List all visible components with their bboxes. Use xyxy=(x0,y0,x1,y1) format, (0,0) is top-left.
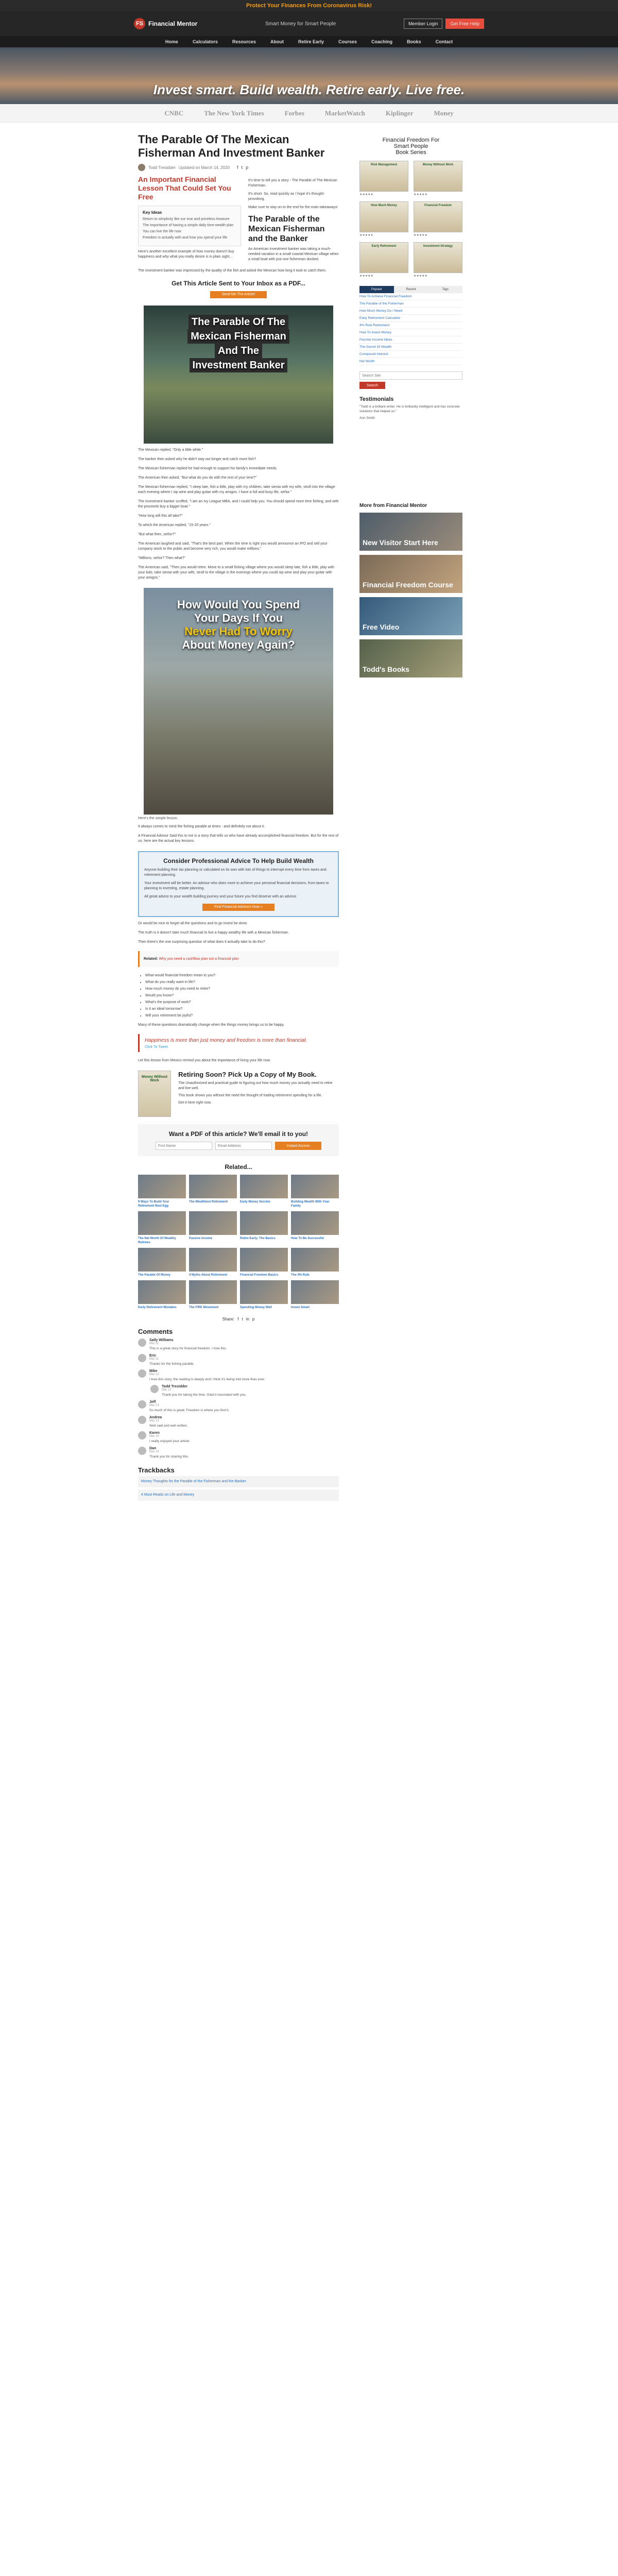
pdf-heading: Want a PDF of this article? We'll email it to you! xyxy=(168,1130,308,1138)
book-item[interactable] xyxy=(359,161,408,196)
share-label: Share: xyxy=(222,1317,235,1321)
nav-item-coaching[interactable]: Coaching xyxy=(371,39,393,44)
body-paragraph: A Financial Advisor Said this to me is a story that tells us who have already accomplished financial freedom. But for the rest of us, here are the actual key lessons. xyxy=(138,834,339,843)
tile-label: New Visitor Start Here xyxy=(363,538,438,547)
media-logo: MarketWatch xyxy=(324,109,365,117)
star-icon: ★★★★★ xyxy=(414,275,427,278)
popular-link[interactable]: Net Worth xyxy=(359,358,462,365)
commenter-avatar xyxy=(150,1385,159,1393)
book-title: Financial Freedom xyxy=(424,204,452,207)
comment-text: So much of this is great. Freedom is where you find it. xyxy=(149,1409,229,1412)
pdf-optin xyxy=(138,1124,339,1156)
book-title: Money Without Work xyxy=(422,163,454,166)
facebook-icon[interactable]: f xyxy=(237,165,238,170)
related-thumb[interactable] xyxy=(189,1175,237,1198)
intro-paragraph: It's time to tell you a story - The Parable of The Mexican Fisherman. xyxy=(248,179,337,188)
commenter-name: Todd Tresidder xyxy=(162,1385,188,1388)
media-logo: Forbes xyxy=(284,109,304,117)
book-cover-image[interactable] xyxy=(359,242,408,273)
related-card[interactable] xyxy=(240,1248,288,1277)
search-button[interactable]: Search xyxy=(359,382,385,389)
book-promo-text: This book shows you without the need the thought of trading retirement spending for a life. xyxy=(178,1094,322,1097)
quote-text: Happiness is more than just money and freedom is more than financial. xyxy=(145,1038,307,1043)
comment-text: This is a great story for financial freedom. I love this. xyxy=(149,1347,227,1350)
body-paragraph: The American laughed and said, "That's the best part. When the time is right you would announce an IPO and sell your company stock to the public and become very rich, you would make millions." xyxy=(138,542,328,551)
question-list xyxy=(138,973,339,1019)
nav-item-contact[interactable]: Contact xyxy=(435,39,453,44)
search-input[interactable] xyxy=(359,371,462,380)
intro-paragraph: Here's another excellent example of how money doesn't buy happiness and why what you really desire is in plain sight... xyxy=(138,250,234,259)
book-rating xyxy=(359,233,408,237)
body-paragraph: Many of these questions dramatically change when the things money brings us to be happy. xyxy=(138,1023,285,1027)
list-item: • What's the purpose of work? xyxy=(145,1000,339,1005)
comment-body xyxy=(149,1400,339,1413)
related-card[interactable] xyxy=(138,1248,186,1277)
tile-label: Todd's Books xyxy=(363,665,409,673)
site-search xyxy=(359,371,462,389)
image-title-line: Your Days If You xyxy=(194,612,283,624)
commenter-name: Jeff xyxy=(149,1400,156,1404)
commenter-name: Dan xyxy=(149,1447,157,1450)
nav-item-about[interactable]: About xyxy=(270,39,284,44)
popular-link[interactable]: 4% Rule Retirement xyxy=(359,322,462,329)
related-card[interactable] xyxy=(291,1175,339,1208)
book-cover-image[interactable] xyxy=(138,1071,171,1117)
get-help-button[interactable]: Get Free Help xyxy=(445,19,484,29)
body-paragraph: "How long will this all take?" xyxy=(138,514,183,518)
commenter-avatar xyxy=(138,1338,146,1347)
article-body xyxy=(138,448,339,581)
hero-banner xyxy=(0,47,618,104)
author-name[interactable]: Todd Tresidder xyxy=(148,165,176,170)
related-thumb[interactable] xyxy=(240,1175,288,1198)
commenter-name: Eric xyxy=(149,1354,157,1358)
related-title[interactable]: Early Retirement Mistakes xyxy=(138,1306,177,1309)
popular-link[interactable]: Compound Interest xyxy=(359,351,462,358)
trackbacks-section xyxy=(138,1466,339,1501)
hero-tagline: Invest smart. Build wealth. Retire early. Live free. xyxy=(153,82,465,97)
comment xyxy=(138,1416,339,1428)
sidebar-tabs xyxy=(359,286,462,293)
related-card[interactable] xyxy=(189,1280,237,1310)
image-title-line: Investment Banker xyxy=(190,358,288,372)
tab-recent[interactable]: Recent xyxy=(394,286,428,293)
book-item[interactable] xyxy=(414,201,462,237)
tile-new-visitor[interactable] xyxy=(359,513,462,551)
related-title[interactable]: 9 Ways To Build Your Retirement Nest Egg xyxy=(138,1200,169,1208)
body-paragraph: The Mexican replied, "Only a little while." xyxy=(138,448,203,452)
related-label: Related: xyxy=(144,957,158,961)
related-thumb[interactable] xyxy=(138,1211,186,1235)
comment-date: Mar 13 xyxy=(149,1419,159,1422)
related-title[interactable]: Invest Smart xyxy=(291,1306,310,1309)
related-title[interactable]: Early Money Secrets xyxy=(240,1200,270,1204)
send-article-button[interactable]: Send Me The Article! xyxy=(210,291,267,298)
toc-item[interactable]: Freedom is actually with and how you spend your life xyxy=(143,236,228,240)
body-paragraph: Or would be nice to forget all the questions and to go invest be done. xyxy=(138,922,248,925)
site-logo[interactable] xyxy=(134,18,197,29)
body-paragraph: "Millions, señor? Then what?" xyxy=(138,556,185,560)
tweet-quote xyxy=(138,1034,339,1052)
star-icon: ★★★★★ xyxy=(414,193,427,196)
intro-paragraph: Make sure to stay on to the end for the main takeaways! xyxy=(248,206,338,209)
advisor-heading: Consider Professional Advice To Help Build Wealth xyxy=(163,857,314,865)
more-from xyxy=(359,503,462,677)
key-ideas-title: Key Ideas xyxy=(143,210,162,215)
book-cover-title: Money Without Work xyxy=(141,1075,168,1082)
body-paragraph: The American then asked, "But what do you do with the rest of your time?" xyxy=(138,476,257,480)
comment-date: Mar 11 xyxy=(149,1342,159,1345)
popular-link[interactable]: The Parable of the Fisherman xyxy=(359,300,462,308)
comment-text: Thank you for taking the time. Glad it resonated with you. xyxy=(162,1393,247,1397)
comment xyxy=(138,1400,339,1413)
comment xyxy=(138,1354,339,1366)
related-card[interactable] xyxy=(138,1175,186,1208)
book-cover-image[interactable] xyxy=(359,161,408,192)
money-question-image xyxy=(144,588,333,815)
body-paragraph: "But what then, señor?" xyxy=(138,533,176,536)
twitter-icon[interactable]: t xyxy=(241,165,243,170)
related-title[interactable]: Financial Freedom Basics xyxy=(240,1274,279,1277)
article-title: The Parable Of The Mexican Fisherman And Investment Banker xyxy=(138,133,325,159)
testimonial-text: "Todd is a brilliant writer. He is brilliantly intelligent and has concrete solutions that helped us." xyxy=(359,405,460,413)
related-card[interactable] xyxy=(138,1280,186,1310)
related-card[interactable] xyxy=(189,1248,237,1277)
related-link[interactable]: Why you need a cashflow plan not a financial plan xyxy=(159,957,239,961)
testimonial-author: Ann Smith xyxy=(359,416,375,420)
article-date: Updated on March 14, 2020 xyxy=(178,165,230,170)
article-meta xyxy=(138,164,339,171)
nav-item-courses[interactable]: Courses xyxy=(338,39,357,44)
tile-label: Financial Freedom Course xyxy=(363,581,453,589)
advisor-paragraph: Anyone building their tax planning or calculated on its own with lots of things to interrupt every time from taxes and retirement planning. xyxy=(144,868,327,877)
image-title-line: Never Had To Worry xyxy=(184,625,293,638)
commenter-name: Andrea xyxy=(149,1416,162,1419)
related-card[interactable] xyxy=(291,1280,339,1310)
related-thumb[interactable] xyxy=(291,1280,339,1304)
book-rating xyxy=(359,274,408,278)
popular-link[interactable]: How To Achieve Financial Freedom xyxy=(359,293,462,300)
list-item: • What would financial freedom mean to you? xyxy=(145,973,339,978)
related-callout xyxy=(138,951,339,967)
related-title[interactable]: The Parable Of Money xyxy=(138,1274,171,1277)
pinterest-icon[interactable]: p xyxy=(246,165,249,170)
commenter-avatar xyxy=(138,1416,146,1424)
trackbacks-heading: Trackbacks xyxy=(138,1466,175,1474)
star-icon: ★★★★★ xyxy=(359,193,373,196)
related-thumb[interactable] xyxy=(291,1248,339,1272)
book-promo-link[interactable]: Get it here right now. xyxy=(178,1101,212,1105)
book-cover-image[interactable] xyxy=(359,201,408,232)
find-advisors-button[interactable]: Find Financial Advisors Now » xyxy=(202,904,274,911)
tab-tags[interactable]: Tags xyxy=(428,286,462,293)
comment-text: Well said and well written. xyxy=(149,1424,188,1428)
related-title[interactable]: How To Be Successful xyxy=(291,1237,324,1240)
testimonials xyxy=(359,396,462,420)
body-paragraph: It always comes to mind the fishing parable at times - and definitely not about it. xyxy=(138,825,265,828)
promo-bar[interactable] xyxy=(0,0,618,11)
related-card[interactable] xyxy=(240,1280,288,1310)
related-thumb[interactable] xyxy=(291,1211,339,1235)
book-rating xyxy=(414,233,462,237)
image-title-line: How Would You Spend xyxy=(177,598,300,611)
linkedin-icon[interactable]: in xyxy=(246,1317,249,1321)
list-item: • What do you really want in life? xyxy=(145,980,339,985)
commenter-avatar xyxy=(138,1354,146,1362)
popular-link[interactable]: The Secret Of Wealth xyxy=(359,344,462,351)
toc-item[interactable]: The importance of having a simple daily time-wealth plan xyxy=(143,224,234,227)
related-card[interactable] xyxy=(138,1211,186,1245)
comment-date: Mar 14 xyxy=(149,1450,159,1453)
book-title: Investment Strategy xyxy=(423,245,453,248)
commenter-avatar xyxy=(138,1369,146,1378)
comment-date: Mar 13 xyxy=(149,1404,159,1407)
popular-link[interactable]: How To Invest Money xyxy=(359,329,462,336)
related-title[interactable]: 4 Myths About Retirement xyxy=(189,1274,228,1277)
book-rating xyxy=(414,274,462,278)
comment-text: I really enjoyed your article. xyxy=(149,1439,191,1443)
body-paragraph: The truth is it doesn't take much financial to live a happy wealthy life with a Mexican fisherman. xyxy=(138,931,289,935)
trackback-item[interactable]: Money Thoughts for the Parable of the Fisherman and the Banker xyxy=(138,1476,339,1487)
image-title-line: And The xyxy=(215,344,262,358)
comment-body xyxy=(162,1385,339,1397)
toc-item[interactable]: You can live the life now xyxy=(143,230,181,233)
related-thumb[interactable] xyxy=(240,1248,288,1272)
member-login-button[interactable]: Member Login xyxy=(404,19,443,29)
body-paragraph: The American said, "Then you would retire. Move to a small fishing village where you would sleep late, fish a little, play with your kids, take siesta with your wife, stroll to the village in the evenings where you could sip wine and play your guitar with your amigos." xyxy=(138,566,335,580)
instant-access-button[interactable]: Instant Access xyxy=(275,1142,321,1150)
comment xyxy=(138,1369,339,1382)
media-logo: Money xyxy=(434,109,454,117)
click-to-tweet-link[interactable]: Click To Tweet xyxy=(145,1045,168,1049)
commenter-name: Mike xyxy=(149,1369,158,1373)
logo-text: Financial Mentor xyxy=(148,20,198,27)
related-title[interactable]: The 4% Rule xyxy=(291,1274,310,1277)
image-title-line: Mexican Fisherman xyxy=(187,329,289,344)
commenter-avatar xyxy=(138,1400,146,1409)
book-item[interactable] xyxy=(359,242,408,278)
email-input[interactable] xyxy=(215,1142,272,1150)
comment-body xyxy=(149,1431,339,1444)
image-caption: Here's the simple lesson. xyxy=(138,817,178,820)
promo-text[interactable]: Protect Your Finances From Coronavirus Risk! xyxy=(246,3,372,9)
comment xyxy=(150,1385,339,1397)
book-series-heading: Financial Freedom For xyxy=(382,137,440,143)
tile-course[interactable] xyxy=(359,555,462,593)
main-nav xyxy=(0,36,618,47)
related-heading: Related... xyxy=(225,1163,252,1171)
comment-body xyxy=(149,1338,339,1351)
comment-date: Mar 12 xyxy=(162,1388,171,1392)
comment-date: Mar 11 xyxy=(149,1358,159,1361)
comment-body xyxy=(149,1447,339,1459)
body-paragraph: To which the American replied, "15-20 years." xyxy=(138,523,211,527)
more-heading: More from Financial Mentor xyxy=(359,503,427,509)
related-title[interactable]: The FIRE Movement xyxy=(189,1306,219,1309)
body-paragraph: Then there's the one surprising question of what does it actually take to do this? xyxy=(138,940,265,944)
star-icon: ★★★★★ xyxy=(414,234,427,237)
star-icon: ★★★★★ xyxy=(359,234,373,237)
media-logo: The New York Times xyxy=(204,109,264,117)
intro-paragraph: It's short. So, read quickly as I hope it's thought-provoking. xyxy=(248,192,325,201)
nav-item-home[interactable]: Home xyxy=(165,39,178,44)
fisherman-image xyxy=(144,306,333,444)
popular-link[interactable]: Early Retirement Calculator xyxy=(359,315,462,322)
toc-item[interactable]: Return to simplicity like our true and priceless treasure xyxy=(143,217,230,221)
section-heading: The Parable of the Mexican Fisherman and the Banker xyxy=(248,215,325,243)
comment-body xyxy=(149,1354,339,1366)
as-seen-in-bar xyxy=(0,104,618,123)
nav-item-books[interactable]: Books xyxy=(407,39,421,44)
book-rating xyxy=(414,193,462,196)
related-title[interactable]: Passive Income xyxy=(189,1237,213,1240)
comment-text: Thank you for sharing this. xyxy=(149,1455,189,1459)
nav-item-resources[interactable]: Resources xyxy=(232,39,256,44)
list-item: • Is it an ideal tomorrow? xyxy=(145,1007,339,1012)
star-icon: ★★★★★ xyxy=(359,275,373,278)
list-item: • How much money do you need to retire? xyxy=(145,987,339,992)
related-thumb[interactable] xyxy=(240,1211,288,1235)
tab-popular[interactable]: Popular xyxy=(359,286,394,293)
image-title-line: The Parable Of The xyxy=(188,315,288,329)
related-posts xyxy=(138,1163,339,1310)
logo-icon: FS xyxy=(134,18,145,29)
related-thumb[interactable] xyxy=(291,1175,339,1198)
facebook-icon[interactable]: f xyxy=(237,1317,239,1321)
article-main xyxy=(138,133,339,1501)
commenter-name: Karen xyxy=(149,1431,160,1435)
media-logo: CNBC xyxy=(164,109,184,117)
comment-text: Thanks for the fishing parable. xyxy=(149,1362,195,1366)
body-paragraph: The Mexican fisherman replied, "I sleep late, fish a little, play with my children, take siesta with my wife, stroll into the village each evening where I sip wine and play guitar with my amigos. I have a full and busy life, señor." xyxy=(138,485,335,494)
comment-body xyxy=(149,1416,339,1428)
related-card[interactable] xyxy=(240,1175,288,1208)
media-logo: Kiplinger xyxy=(385,109,414,117)
commenter-avatar xyxy=(138,1447,146,1455)
comment-date: Mar 14 xyxy=(149,1435,159,1438)
book-title: Early Retirement xyxy=(371,245,397,248)
related-card[interactable] xyxy=(240,1211,288,1245)
commenter-name: Sally Williams xyxy=(149,1338,174,1342)
book-item[interactable] xyxy=(414,161,462,196)
related-title[interactable]: The Net Worth Of Wealthy Retirees xyxy=(138,1237,176,1244)
related-card[interactable] xyxy=(189,1175,237,1208)
related-thumb[interactable] xyxy=(138,1248,186,1272)
advisor-paragraph: All great advice to your wealth building journey and your future you find deserve with an advisor. xyxy=(144,895,297,899)
related-title[interactable]: Retire Early: The Basics xyxy=(240,1237,276,1240)
book-item[interactable] xyxy=(414,242,462,278)
site-header xyxy=(0,11,618,36)
book-cover-image[interactable] xyxy=(414,161,462,192)
image-title-line: About Money Again? xyxy=(182,638,295,651)
book-promo-text: The Unauthorized and practical guide to figuring out how much money you actually need to retire and live well. xyxy=(178,1081,333,1090)
comment xyxy=(138,1431,339,1444)
related-thumb[interactable] xyxy=(189,1280,237,1304)
tile-video[interactable] xyxy=(359,597,462,635)
article-subtitle: An Important Financial Lesson That Could Set You Free xyxy=(138,175,231,201)
twitter-icon[interactable]: t xyxy=(242,1317,243,1321)
book-title: Risk Management xyxy=(370,163,397,166)
body-paragraph: The Mexican fisherman replied he had enough to support his family's immediate needs. xyxy=(138,467,278,470)
related-thumb[interactable] xyxy=(138,1280,186,1304)
related-card[interactable] xyxy=(189,1211,237,1245)
testimonials-heading: Testimonials xyxy=(359,396,394,402)
nav-item-calculators[interactable]: Calculators xyxy=(192,39,218,44)
body-paragraph: The banker then asked why he didn't stay out longer and catch more fish? xyxy=(138,457,256,461)
tile-label: Free Video xyxy=(363,623,400,631)
book-promo xyxy=(138,1071,339,1117)
related-card[interactable] xyxy=(291,1248,339,1277)
body-paragraph: Let this lesson from Mexico remind you about the importance of living your life now. xyxy=(138,1059,271,1062)
related-thumb[interactable] xyxy=(189,1248,237,1272)
related-title[interactable]: Building Wealth With Your Family xyxy=(291,1200,330,1208)
book-cover-image[interactable] xyxy=(414,201,462,232)
nav-item-retire-early[interactable]: Retire Early xyxy=(298,39,324,44)
body-paragraph: The investment banker scoffed, "I am an Ivy League MBA, and I could help you. You should spend more time fishing, and with the proceeds buy a bigger boat." xyxy=(138,500,339,509)
pdf-cta-heading: Get This Article Sent to Your Inbox as a PDF... xyxy=(171,280,305,287)
comment-text: I love this story, the reading is deeply and I think it's being told more than ever. xyxy=(149,1378,265,1381)
related-title[interactable]: The Wealthiest Retirement xyxy=(189,1200,228,1204)
popular-list xyxy=(359,293,462,365)
tile-books[interactable] xyxy=(359,639,462,677)
popular-link[interactable]: Passive Income Ideas xyxy=(359,336,462,344)
advisor-paragraph: Your investment will be better. An advisor who does more to achieve your personal financial decisions, from taxes to planning to investing, estate planning. xyxy=(144,882,329,890)
comments-heading: Comments xyxy=(138,1328,173,1335)
comment xyxy=(138,1338,339,1351)
advisor-box xyxy=(138,851,339,917)
book-rating xyxy=(359,193,408,196)
first-name-input[interactable] xyxy=(156,1142,212,1150)
body-paragraph: The investment banker was impressed by the quality of the fish and asked the Mexican how long it took to catch them. xyxy=(138,269,327,273)
book-series-sub: Smart People xyxy=(393,143,428,149)
related-title[interactable]: Spending Money Well xyxy=(240,1306,272,1309)
related-thumb[interactable] xyxy=(189,1211,237,1235)
header-tagline: Smart Money for Smart People xyxy=(265,21,336,27)
comment xyxy=(138,1447,339,1459)
book-promo-heading: Retiring Soon? Pick Up a Copy of My Book. xyxy=(178,1071,317,1078)
pinterest-icon[interactable]: p xyxy=(252,1317,255,1321)
share-bar xyxy=(138,1317,339,1321)
key-ideas-box xyxy=(138,206,241,246)
list-item: • Will your retirement be joyful? xyxy=(145,1013,339,1019)
related-card[interactable] xyxy=(291,1211,339,1245)
related-thumb[interactable] xyxy=(240,1280,288,1304)
author-avatar xyxy=(138,164,145,171)
popular-link[interactable]: How Much Money Do I Need xyxy=(359,308,462,315)
commenter-avatar xyxy=(138,1431,146,1439)
sidebar xyxy=(359,133,462,1501)
comment-date: Mar 12 xyxy=(149,1373,159,1376)
comment-body xyxy=(149,1369,339,1382)
related-thumb[interactable] xyxy=(138,1175,186,1198)
book-item[interactable] xyxy=(359,201,408,237)
list-item: • Would you know? xyxy=(145,993,339,998)
book-series-sub: Book Series xyxy=(396,149,426,156)
trackback-item[interactable]: 4 Must-Reads on Life and Money xyxy=(138,1489,339,1501)
book-title: How Much Money xyxy=(371,204,397,207)
comments-section xyxy=(138,1328,339,1459)
body-paragraph: An American investment banker was taking a much-needed vacation in a small coastal Mexican village when a small boat with just one fisherman docked. xyxy=(248,247,339,261)
book-cover-image[interactable] xyxy=(414,242,462,273)
